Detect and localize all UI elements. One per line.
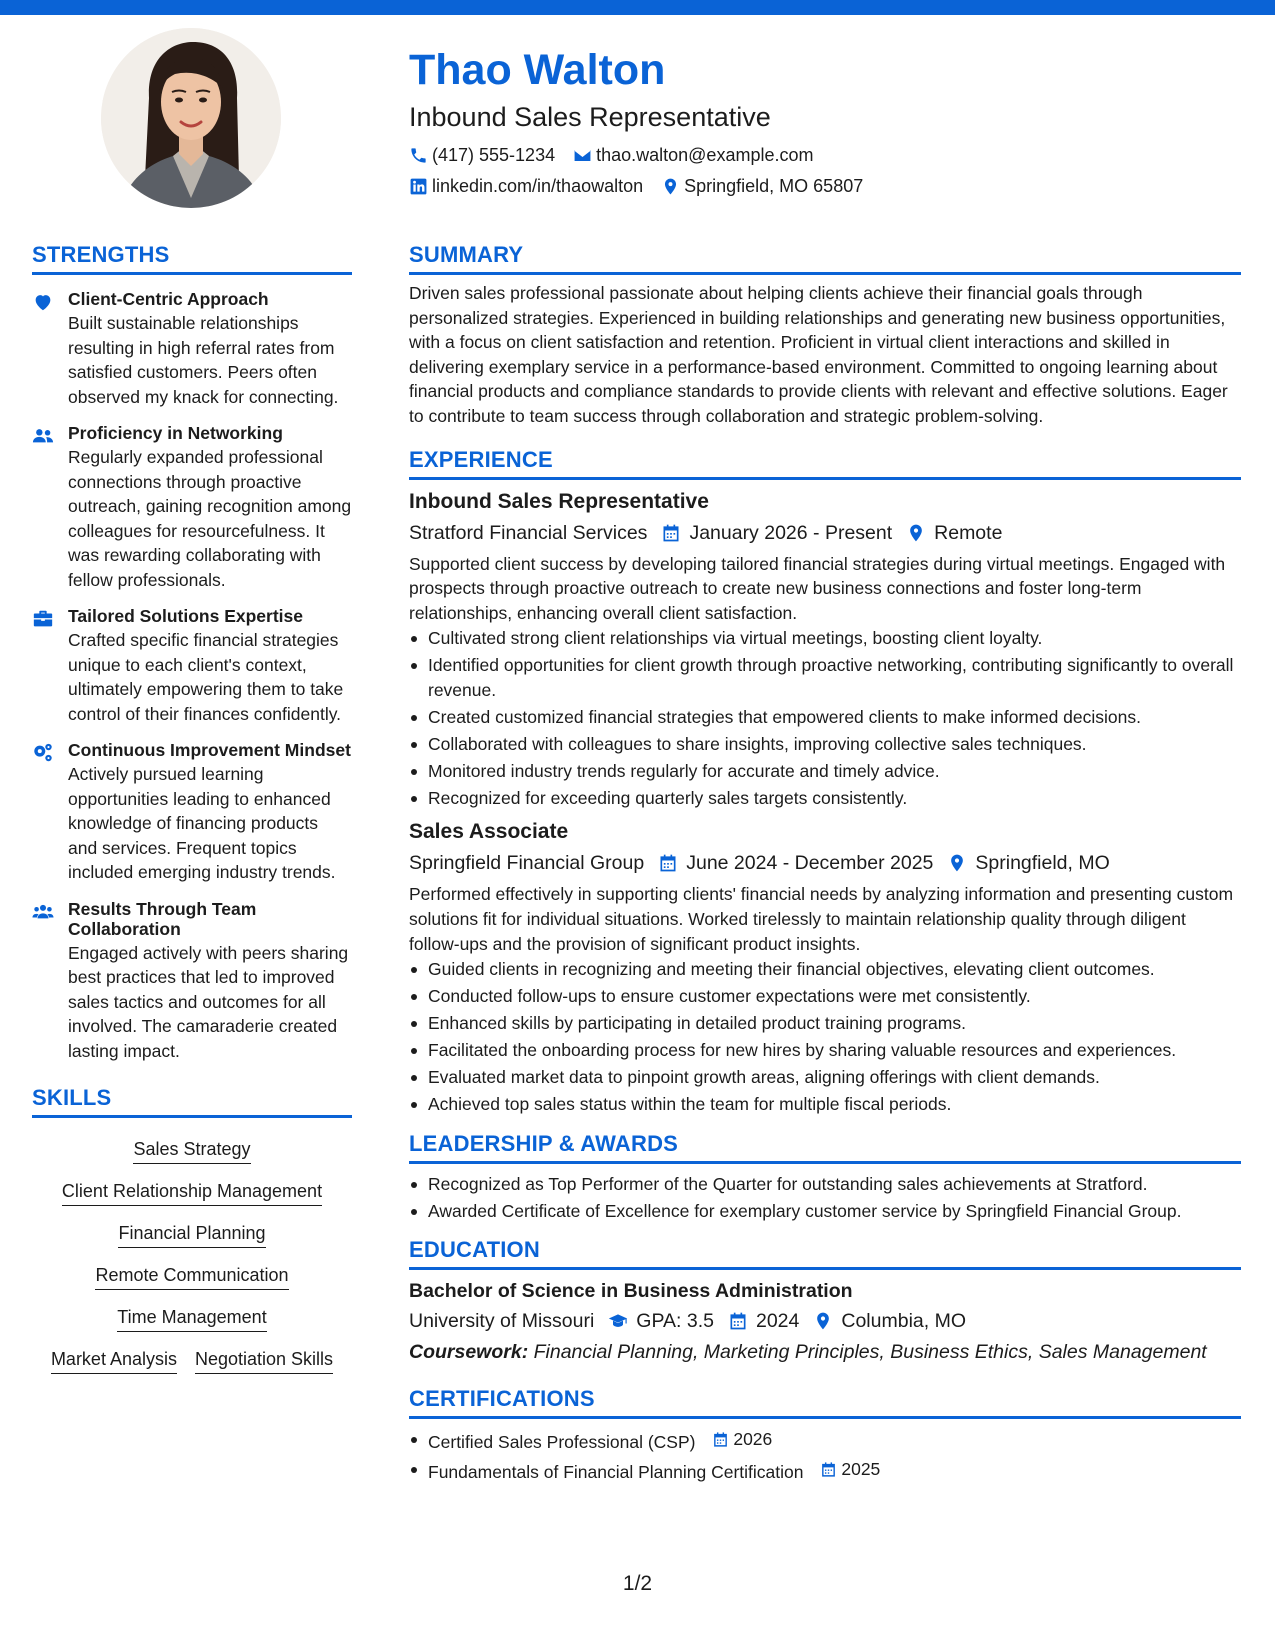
job-company: Springfield Financial Group [409, 852, 645, 875]
map-pin-icon [813, 1311, 833, 1331]
list-item: Cultivated strong client relationships via virtual meetings, boosting client loyalty. [409, 626, 1241, 651]
job-meta [409, 849, 1241, 877]
experience-heading: EXPERIENCE [409, 445, 1241, 480]
coursework-text: Financial Planning, Marketing Principles, Business Ethics, Sales Management [533, 1341, 1207, 1364]
linkedin-contact[interactable] [409, 176, 643, 197]
list-item: Monitored industry trends regularly for accurate and timely advice. [409, 759, 1241, 784]
strength-item [32, 289, 352, 409]
strength-item [32, 423, 352, 592]
strengths-heading: STRENGTHS [32, 240, 352, 275]
phone-text: (417) 555-1234 [432, 144, 556, 165]
gpa-wrap [608, 1307, 714, 1335]
strength-title: Proficiency in Networking [68, 423, 283, 443]
job-bullets [409, 957, 1241, 1117]
profile-photo [101, 28, 281, 208]
cert-name: Fundamentals of Financial Planning Certification [428, 1461, 804, 1482]
strength-item [32, 606, 352, 726]
candidate-name: Thao Walton [409, 46, 666, 94]
strength-title: Client-Centric Approach [68, 289, 269, 309]
skills-list [32, 1130, 352, 1382]
cert-year: 2025 [841, 1459, 881, 1480]
job-entry [409, 818, 1241, 1116]
strength-desc: Built sustainable relationships resulting in high referral rates from satisfied customers. Peers often observed my knack for connecting. [68, 313, 339, 407]
job-company: Stratford Financial Services [409, 521, 648, 544]
coursework-label: Coursework: [409, 1341, 529, 1364]
skills-heading: SKILLS [32, 1083, 352, 1118]
edu-location-wrap [813, 1307, 966, 1335]
list-item [409, 1427, 1241, 1454]
briefcase-icon [32, 608, 54, 630]
skill-tag: Client Relationship Management [62, 1179, 322, 1206]
strength-item [32, 899, 352, 1064]
job-location-wrap [947, 849, 1109, 877]
candidate-role: Inbound Sales Representative [409, 102, 771, 132]
linkedin-text[interactable]: linkedin.com/in/thaowalton [432, 175, 644, 196]
calendar-icon [820, 1461, 837, 1478]
education-meta [409, 1307, 1241, 1335]
location-contact [661, 176, 863, 197]
job-title: Sales Associate [409, 820, 569, 844]
education-heading: EDUCATION [409, 1235, 1241, 1270]
email-contact[interactable] [573, 145, 813, 166]
strength-title: Results Through Team Collaboration [68, 898, 257, 939]
contact-row-1 [409, 143, 1229, 167]
right-column [409, 240, 1241, 1487]
list-item: Facilitated the onboarding process for new hires by sharing valuable resources and experiences. [409, 1038, 1241, 1063]
job-dates: June 2024 - December 2025 [686, 852, 934, 875]
job-dates: January 2026 - Present [689, 521, 893, 544]
strength-desc: Crafted specific financial strategies unique to each client's context, ultimately empowering them to take control of their finances confidently. [68, 630, 344, 724]
certifications-heading: CERTIFICATIONS [409, 1384, 1241, 1419]
cert-name: Certified Sales Professional (CSP) [428, 1432, 696, 1453]
graduation-cap-icon [608, 1311, 628, 1331]
skill-tag: Remote Communication [95, 1263, 288, 1290]
job-title: Inbound Sales Representative [409, 489, 709, 513]
skill-tag: Market Analysis [51, 1347, 177, 1374]
location-text: Springfield, MO 65807 [684, 175, 864, 196]
degree-title: Bachelor of Science in Business Administration [409, 1280, 853, 1303]
page-number: 1/2 [622, 1572, 653, 1595]
gpa-text: GPA: 3.5 [636, 1310, 714, 1333]
awards-heading: LEADERSHIP & AWARDS [409, 1129, 1241, 1164]
linkedin-icon [409, 177, 428, 196]
team-icon [32, 901, 54, 923]
job-location-wrap [906, 519, 1002, 547]
skill-tag: Time Management [117, 1305, 266, 1332]
job-location: Springfield, MO [975, 852, 1110, 875]
phone-contact [409, 145, 555, 166]
map-pin-icon [947, 853, 967, 873]
list-item: Enhanced skills by participating in detailed product training programs. [409, 1011, 1241, 1036]
users-icon [32, 425, 54, 447]
job-location: Remote [934, 521, 1003, 544]
school-name: University of Missouri [409, 1310, 595, 1333]
awards-list [409, 1172, 1241, 1224]
email-text[interactable]: thao.walton@example.com [596, 144, 814, 165]
left-column [32, 240, 352, 1382]
calendar-icon [658, 853, 678, 873]
strength-item [32, 740, 352, 885]
skill-tag: Negotiation Skills [195, 1347, 333, 1374]
envelope-icon [573, 146, 592, 165]
edu-location: Columbia, MO [841, 1310, 966, 1333]
certifications-list [409, 1427, 1241, 1484]
strength-title: Continuous Improvement Mindset [68, 740, 351, 760]
job-entry [409, 488, 1241, 811]
summary-text: Driven sales professional passionate about helping clients achieve their financial goals through personalized strategies. Experienced in building relationships and generating new business opportunities, with a focus on client satisfaction and retention. Proficient in virtual client interactions and skilled in delivering exemplary service in a performance-based environment. Committed to ongoing learning about financial products and compliance standards to provide clients with relevant and effective solutions. Eager to contribute to team success through collaboration and strategic problem-solving. [409, 283, 1228, 426]
strength-desc: Regularly expanded professional connections through proactive outreach, gaining recognition among colleagues for resourcefulness. It was rewarding collaborating with fellow professionals. [68, 447, 352, 590]
calendar-icon [728, 1311, 748, 1331]
cert-date-wrap [712, 1427, 772, 1452]
list-item: Collaborated with colleagues to share insights, improving collective sales techniques. [409, 732, 1241, 757]
list-item: Evaluated market data to pinpoint growth areas, aligning offerings with client demands. [409, 1065, 1241, 1090]
cert-year: 2026 [733, 1429, 773, 1450]
list-item: Guided clients in recognizing and meeting their financial objectives, elevating client outcomes. [409, 957, 1241, 982]
gears-icon [32, 742, 54, 764]
list-item [409, 1457, 1241, 1484]
edu-year: 2024 [755, 1310, 800, 1333]
skill-tag: Financial Planning [118, 1221, 265, 1248]
coursework [409, 1338, 1241, 1366]
job-description: Supported client success by developing tailored financial strategies during virtual meetings. Engaged with prospects through proactive outreach to create new business connections and foster long-term relationships, enhancing overall client satisfaction. [409, 553, 1226, 623]
cert-date-wrap [820, 1457, 880, 1482]
strength-desc: Actively pursued learning opportunities leading to enhanced knowledge of financing products and services. Frequent topics included emerging industry trends. [68, 764, 336, 882]
job-description: Performed effectively in supporting clients' financial needs by analyzing information and presenting custom solutions fit for individual situations. Worked tirelessly to maintain relationship quality through diligent follow-ups and the provision of significant product insights. [409, 884, 1234, 954]
map-pin-icon [661, 177, 680, 196]
job-meta [409, 519, 1241, 547]
list-item: Awarded Certificate of Excellence for exemplary customer service by Springfield Financial Group. [409, 1199, 1241, 1224]
contact-row-2 [409, 174, 1229, 198]
heart-icon [32, 291, 54, 313]
calendar-icon [661, 523, 681, 543]
top-accent-bar [0, 0, 1275, 15]
map-pin-icon [906, 523, 926, 543]
skill-tag: Sales Strategy [133, 1137, 250, 1164]
list-item: Achieved top sales status within the team for multiple fiscal periods. [409, 1092, 1241, 1117]
resume-header [409, 40, 1229, 198]
list-item: Recognized as Top Performer of the Quarter for outstanding sales achievements at Stratford. [409, 1172, 1241, 1197]
calendar-icon [712, 1431, 729, 1448]
list-item: Created customized financial strategies that empowered clients to make informed decisions. [409, 705, 1241, 730]
phone-icon [409, 146, 428, 165]
edu-year-wrap [728, 1307, 799, 1335]
list-item: Identified opportunities for client growth through proactive networking, contributing significantly to overall revenue. [409, 653, 1241, 702]
job-dates-wrap [658, 849, 933, 877]
job-bullets [409, 626, 1241, 810]
summary-heading: SUMMARY [409, 240, 1241, 275]
job-dates-wrap [661, 519, 892, 547]
strength-title: Tailored Solutions Expertise [68, 606, 304, 626]
strength-desc: Engaged actively with peers sharing best practices that led to improved sales tactics and outcomes for all involved. The camaraderie created lasting impact. [68, 942, 349, 1061]
list-item: Conducted follow-ups to ensure customer expectations were met consistently. [409, 984, 1241, 1009]
list-item: Recognized for exceeding quarterly sales targets consistently. [409, 786, 1241, 811]
